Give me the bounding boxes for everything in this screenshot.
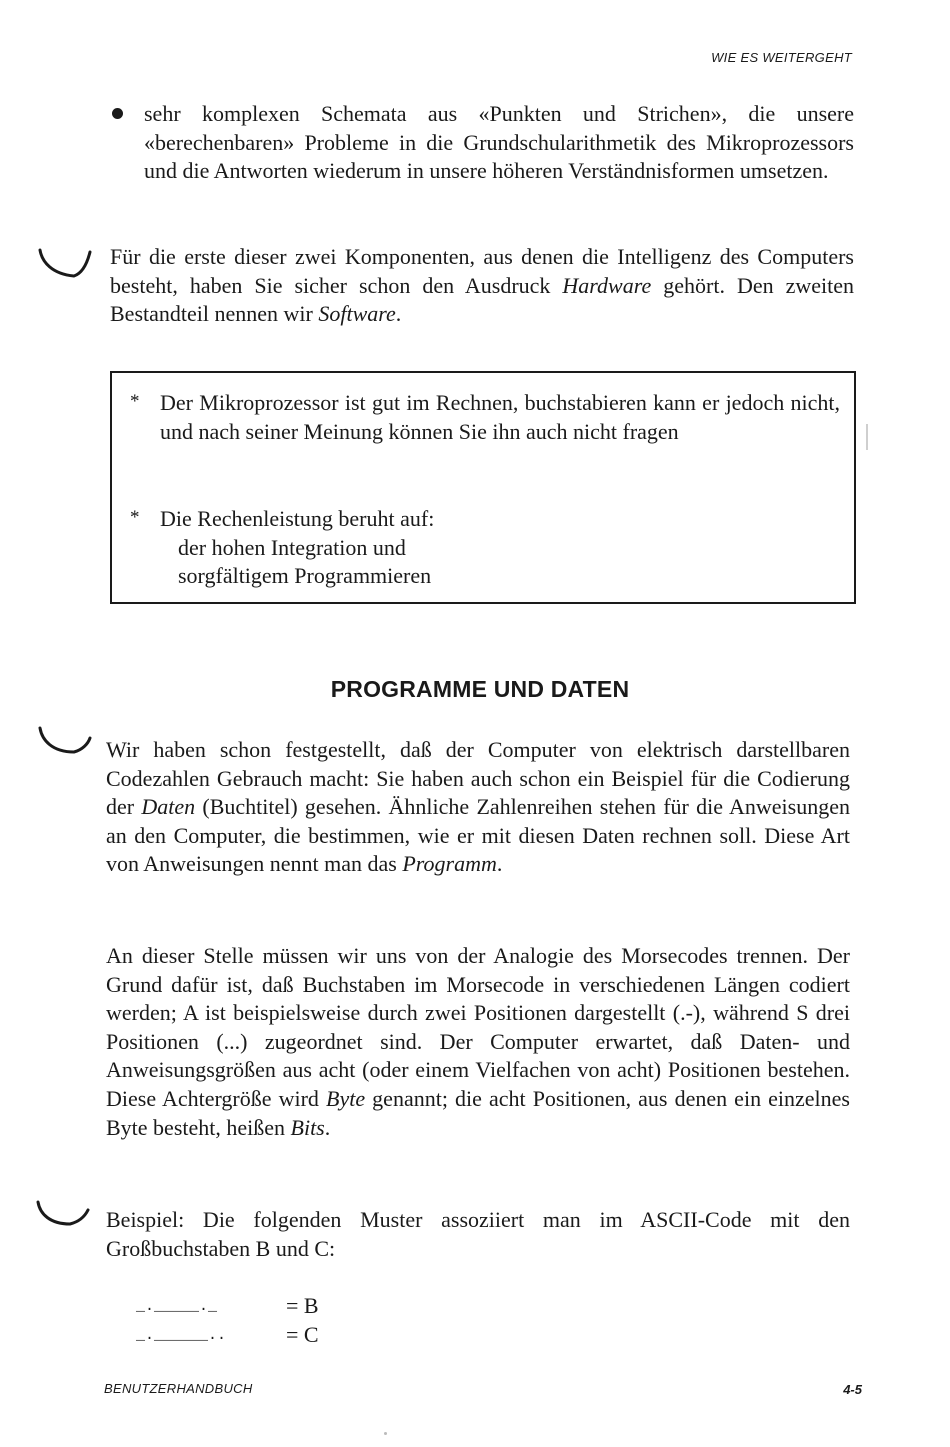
paragraph-hardware-software (110, 243, 854, 329)
code-pattern-c: _.______.. (136, 1327, 227, 1344)
margin-check-mark-icon (34, 232, 94, 292)
note-item: Der Mikroprozessor ist gut im Rechnen, buchstabieren kann er jedoch nicht, und nach seiner Meinung können Sie ihn auch nicht fragen (160, 390, 840, 444)
note-box (110, 371, 856, 604)
code-equals-b: = B (286, 1293, 319, 1318)
paragraph-text: An dieser Stelle müssen wir uns von der Analogie des Morsecodes trennen. Der Grund dafür ist, daß Buchstaben im Morsecode in verschiedenen Längen codiert werden; A ist beispielsweise durch zwei Positionen dargestellt (.-), während S drei Positionen (...) zugeordnet sind. Der Computer erwartet, daß Daten- und Anweisungsgrößen aus acht (oder einem Vielfachen von acht) Positionen bestehen. Diese Achtergröße wird (106, 943, 850, 1111)
bullet-item-text: sehr komplexen Schemata aus «Punkten und Strichen», die unsere «berechenbaren» Probleme in die Grundschularithmetik des Mikroprozessors und die Antworten wiederum in unsere höheren Verständnisformen umsetzen. (144, 101, 854, 184)
footer-book-title: BENUTZERHANDBUCH (104, 1381, 253, 1396)
page-number: 4-5 (843, 1382, 862, 1397)
paragraph-text: Für die erste dieser zwei Komponenten, aus denen die Intelligenz des Computers besteht, haben Sie sicher schon den Ausdruck (110, 244, 854, 298)
code-pattern-b: _._____._ (136, 1298, 218, 1315)
note-line: sorgfältigem Programmieren (178, 563, 432, 589)
note-item (160, 505, 434, 591)
paragraph-text: gehört. Den zweiten Bestandteil nennen wir (110, 272, 854, 327)
paragraph-morse (106, 942, 850, 1142)
term-bits: Bits (290, 1114, 325, 1140)
term-hardware: Hardware (562, 272, 652, 298)
paragraph-text: . (324, 1114, 331, 1140)
paragraph-text: Wir haben schon festgestellt, daß der Computer von elektrisch darstellbaren Codezahlen Gebrauch macht: Sie haben auch schon ein Beispiel für die Codierung der (106, 737, 850, 820)
section-heading: PROGRAMME UND DATEN (330, 676, 630, 702)
scan-artifact (866, 424, 868, 450)
term-daten: Daten (141, 794, 196, 820)
scan-artifact (384, 1432, 387, 1435)
term-byte: Byte (326, 1085, 366, 1111)
paragraph-text: . (496, 851, 503, 877)
paragraph-programm (106, 736, 850, 879)
running-head: WIE ES WEITERGEHT (711, 50, 852, 65)
bullet-dot-icon (112, 108, 123, 119)
paragraph-example: Beispiel: Die folgenden Muster assoziiert man im ASCII-Code mit den Großbuchstaben B und C: (106, 1207, 850, 1261)
paragraph-text: . (395, 301, 402, 327)
term-software: Software (318, 301, 396, 327)
paragraph-text: (Buchtitel) gesehen. Ähnliche Zahlenreihen stehen für die Anweisungen an den Computer, die bestimmen, wie er mit diesen Daten rechnen soll. Diese Art von Anweisungen nennt man das (106, 794, 850, 877)
term-programm: Programm (402, 851, 497, 877)
note-asterisk: * (130, 391, 140, 412)
margin-check-mark-icon (30, 1190, 90, 1250)
code-equals-c: = C (286, 1322, 319, 1347)
margin-check-mark-icon (34, 714, 94, 774)
note-line: Die Rechenleistung beruht auf: (160, 506, 435, 531)
note-line: der hohen Integration und (178, 534, 406, 560)
paragraph-text: genannt; die acht Positionen, aus denen ein einzelnes Byte besteht, heißen (106, 1085, 850, 1140)
note-asterisk: * (130, 507, 140, 528)
